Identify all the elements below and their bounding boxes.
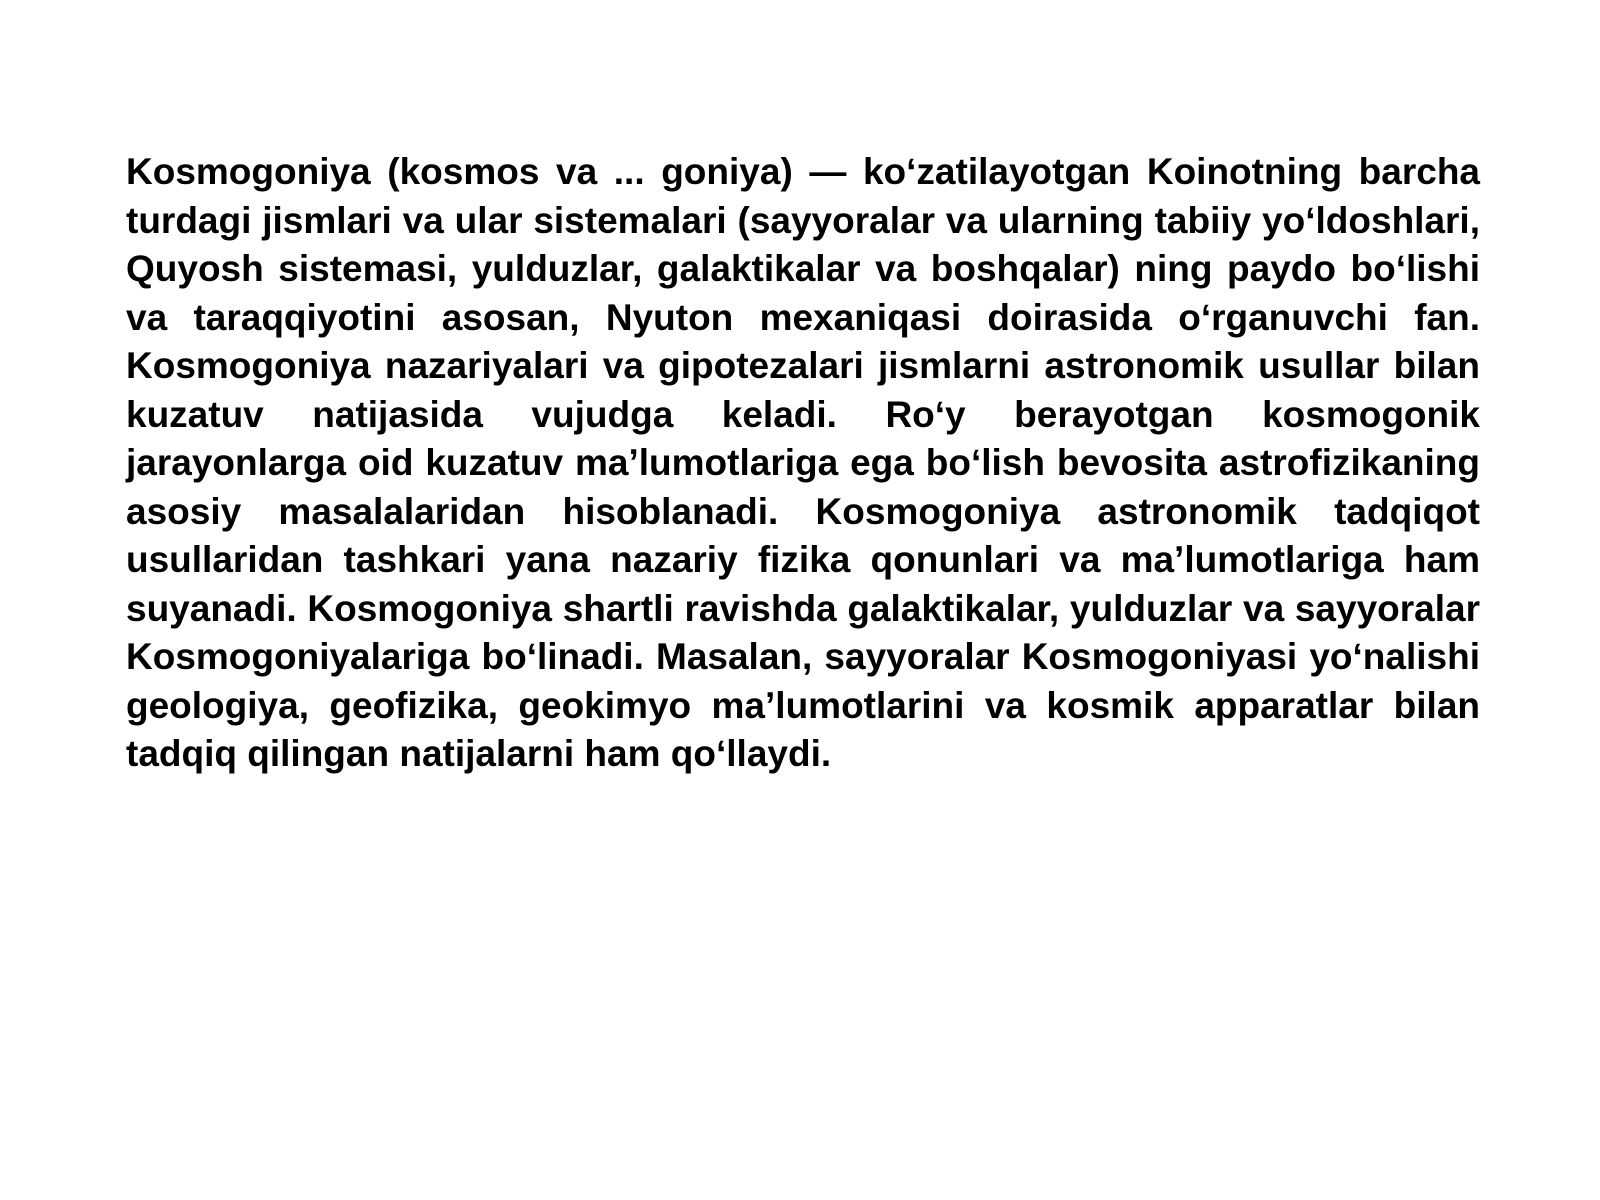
body-paragraph: Kosmogoniya (kosmos va ... goniya) — ko‘zatilayotgan Koinotning barcha turdagi jismlari va ular sistemalari (sayyoralar va ularning tabiiy yo‘ldoshlari, Quyosh sistemasi, yulduzlar, galaktikalar va boshqalar) ning paydo bo‘lishi va taraqqiyotini asosan, Nyuton mexaniqasi doirasida o‘rganuvchi fan. Kosmogoniya nazariyalari va gipotezalari jismlarni astronomik usullar bilan kuzatuv natijasida vujudga keladi. Ro‘y berayotgan kosmogonik jarayonlarga oid kuzatuv ma’lumotlariga ega bo‘lish bevosita astrofizikaning asosiy masalalaridan hisoblanadi. Kosmogoniya astronomik tadqiqot usullaridan tashkari yana nazariy fizika qonunlari va ma’lumotlariga ham suyanadi. Kosmogoniya shartli ravishda galaktikalar, yulduzlar va sayyoralar Kosmogoniyalariga bo‘linadi. Masalan, sayyoralar Kosmogoniyasi yo‘nalishi geologiya, geofizika, geokimyo ma’lumotlarini va kosmik apparatlar bilan tadqiq qilingan natijalarni ham qo‘llaydi. [126,151,1480,774]
